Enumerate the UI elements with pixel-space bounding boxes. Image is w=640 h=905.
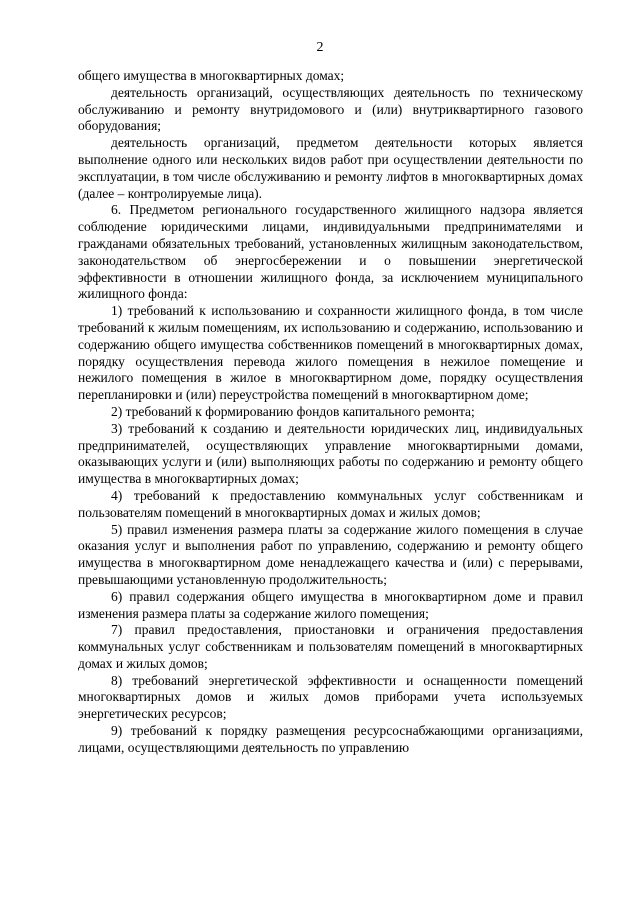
paragraph: 6) правил содержания общего имущества в многоквартирном доме и правил изменения размера платы за содержание жилого помещения; [78,588,583,621]
paragraph: 9) требований к порядку размещения ресурсоснабжающими организациями, лицами, осуществляющими деятельность по управлению [78,723,583,755]
paragraph: 2) требований к формированию фондов капитального ремонта; [111,403,475,419]
paragraph: 3) требований к созданию и деятельности юридических лиц, индивидуальных предпринимателей, осуществляющих управление многоквартирными домами, оказывающих услуги и (или) выполняющих работы по содержанию и ремонту общего имущества в многоквартирных домах; [78,420,583,487]
paragraph: деятельность организаций, осуществляющих деятельность по техническому обслуживанию и ремонту внутридомового и (или) внутриквартирного газового оборудования; [78,84,583,134]
page-number: 2 [316,40,324,55]
paragraph: общего имущества в многоквартирных домах; [78,68,345,83]
paragraph: 6. Предметом регионального государственного жилищного надзора является соблюдение юридическими лицами, индивидуальными предпринимателями и гражданами обязательных требований, установленных жилищным законодательством, законодательством об энергосбережении и о повышении энергетической эффективности в отношении жилищного фонда, за исключением муниципального жилищного фонда: [78,202,583,302]
paragraph: 1) требований к использованию и сохранности жилищного фонда, в том числе требований к жилым помещениям, их использованию и содержанию, использованию и содержанию общего имущества собственников помещений в многоквартирных домах, порядку осуществления перевода жилого помещения в нежилое помещение и нежилого помещения в жилое в многоквартирном доме, порядку осуществления перепланировки и (или) переустройства помещений в многоквартирном доме; [78,303,583,403]
paragraph: деятельность организаций, предметом деятельности которых является выполнение одного или нескольких видов работ при осуществлении деятельности по эксплуатации, в том числе обслуживанию и ремонту лифтов в многоквартирных домах (далее – контролируемые лица). [78,135,583,201]
paragraph: 8) требований энергетической эффективности и оснащенности помещений многоквартирных домов и жилых домов приборами учета используемых энергетических ресурсов; [78,672,583,722]
paragraph: 4) требований к предоставлению коммунальных услуг собственникам и пользователям помещений в многоквартирных домах и жилых домов; [78,487,583,520]
paragraph: 5) правил изменения размера платы за содержание жилого помещения в случае оказания услуг и выполнения работ по управлению, содержанию и ремонту общего имущества в многоквартирном доме ненадлежащего качества и (или) с перерывами, превышающими установленную продолжительность; [78,521,583,587]
document-body [78,68,583,757]
paragraph: 7) правил предоставления, приостановки и ограничения предоставления коммунальных услуг собственникам и пользователям помещений в многоквартирных домах и жилых домов; [78,622,583,671]
